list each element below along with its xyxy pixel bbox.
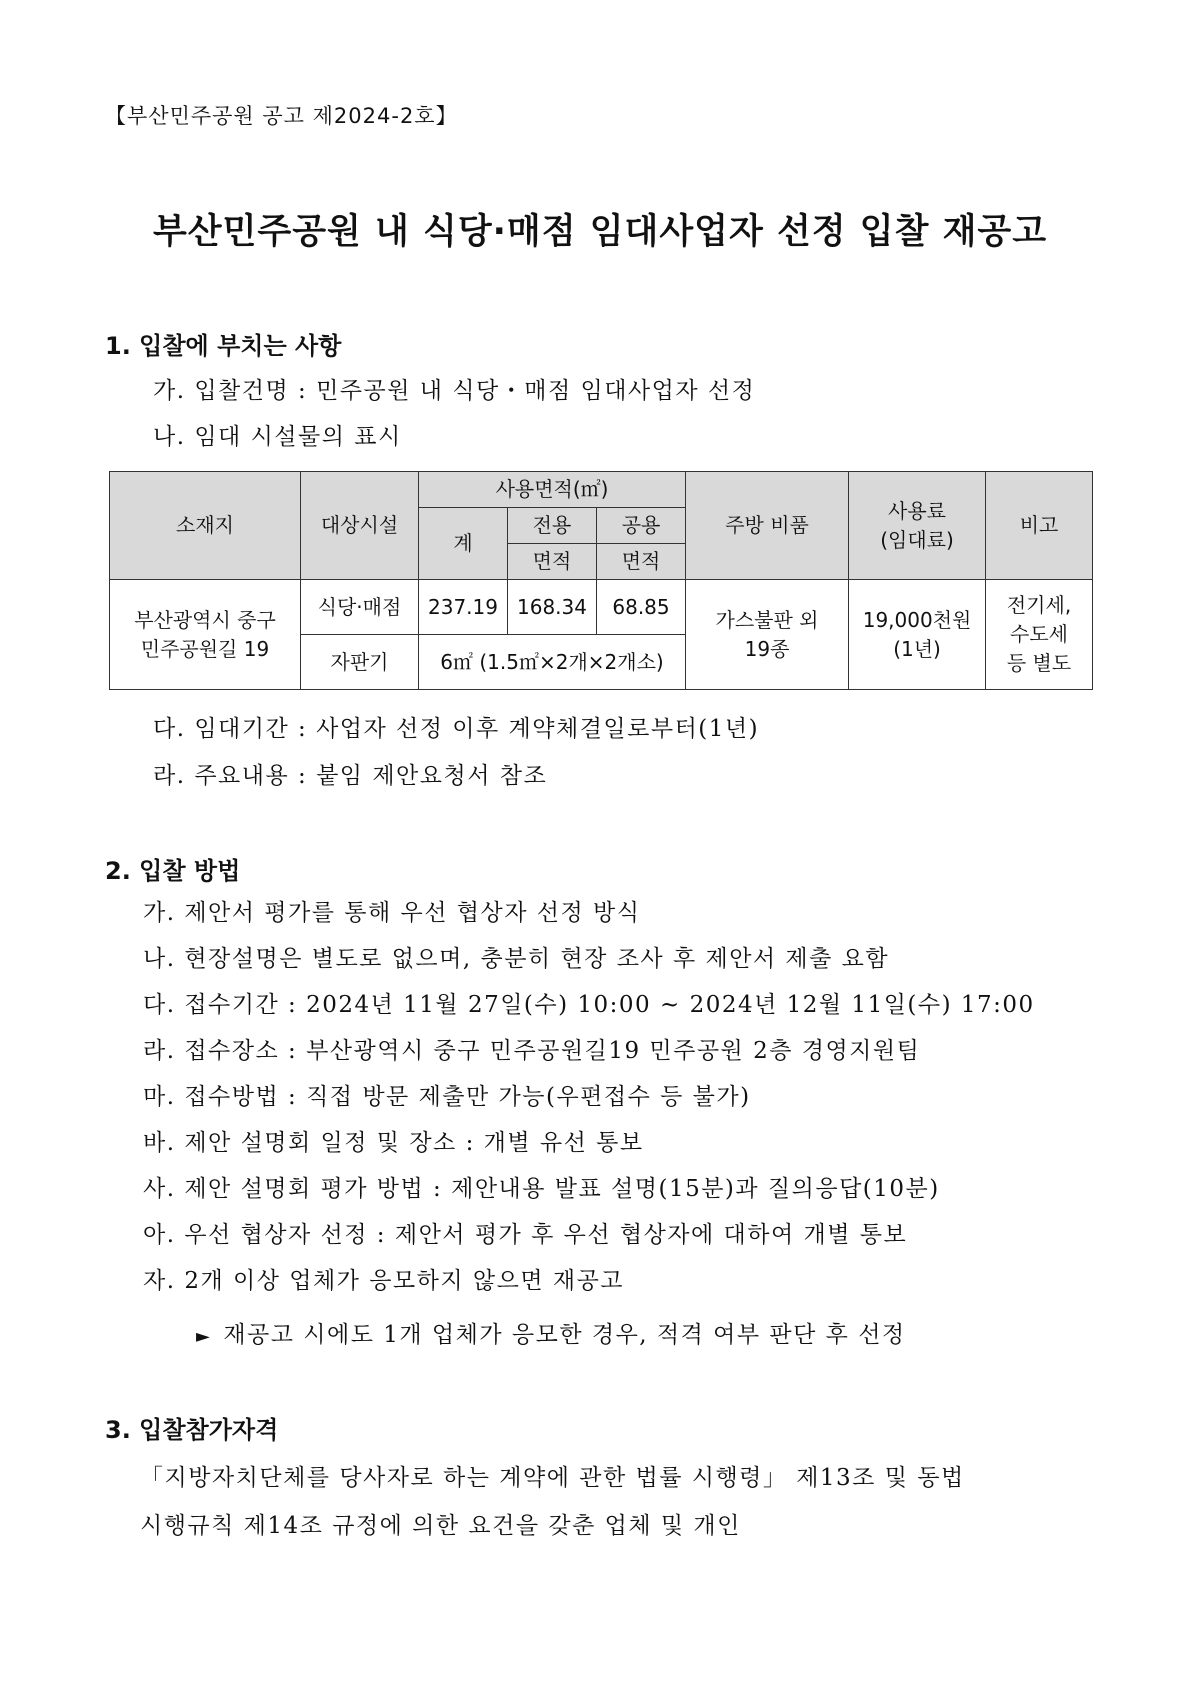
cell-note	[986, 580, 1093, 690]
section-2-item: 마. 접수방법 : 직접 방문 제출만 가능(우편접수 등 불가)	[143, 1084, 751, 1110]
header-fee	[849, 472, 986, 580]
section-2-item: 아. 우선 협상자 선정 : 제안서 평가 후 우선 협상자에 대하여 개별 통보	[143, 1222, 908, 1248]
cell-row2-facility: 자판기	[301, 635, 419, 690]
facility-table	[109, 471, 1093, 690]
fee-line-1: 19,000천원	[862, 607, 972, 632]
section-1-item-na: 나. 임대 시설물의 표시	[153, 424, 402, 450]
triangle-right-icon: ►	[196, 1326, 212, 1347]
header-area-total: 계	[419, 508, 508, 580]
notice-number: 【부산민주공원 공고 제2024-2호】	[105, 104, 458, 128]
header-fee-line-1: 사용료	[888, 498, 947, 523]
section-1-item-ga: 가. 입찰건명 : 민주공원 내 식당・매점 임대사업자 선정	[153, 378, 756, 404]
location-line-2: 민주공원길 19	[140, 636, 270, 661]
fee-line-2: (1년)	[893, 636, 941, 661]
cell-row1-exclusive: 168.34	[508, 580, 597, 635]
cell-row1-total: 237.19	[419, 580, 508, 635]
cell-location	[110, 580, 301, 690]
header-note: 비고	[986, 472, 1093, 580]
header-location: 소재지	[110, 472, 301, 580]
section-1-item-ra: 라. 주요내용 : 붙임 제안요청서 참조	[153, 763, 548, 789]
cell-kitchen	[686, 580, 849, 690]
section-2-sub-note	[196, 1316, 906, 1349]
section-2-heading: 2. 입찰 방법	[105, 857, 241, 885]
header-kitchen: 주방 비품	[686, 472, 849, 580]
header-area-exclusive-2: 면적	[508, 544, 597, 580]
section-2-item: 사. 제안 설명회 평가 방법 : 제안내용 발표 설명(15분)과 질의응답(10분)	[143, 1176, 940, 1202]
section-3-line-1: 「지방자치단체를 당사자로 하는 계약에 관한 법률 시행령」 제13조 및 동법	[140, 1465, 965, 1491]
note-line-2: 수도세	[1010, 622, 1069, 646]
sub-note-text: 재공고 시에도 1개 업체가 응모한 경우, 적격 여부 판단 후 선정	[223, 1322, 906, 1348]
section-3-heading: 3. 입찰참가자격	[105, 1416, 279, 1444]
section-2-item: 바. 제안 설명회 일정 및 장소 : 개별 유선 통보	[143, 1130, 644, 1156]
header-area-common-1: 공용	[597, 508, 686, 544]
section-1-item-da: 다. 임대기간 : 사업자 선정 이후 계약체결일로부터(1년)	[153, 716, 760, 742]
kitchen-line-2: 19종	[744, 636, 790, 661]
cell-row1-common: 68.85	[597, 580, 686, 635]
cell-row2-area: 6㎡ (1.5㎡×2개×2개소)	[419, 635, 686, 690]
section-3-line-2: 시행규칙 제14조 규정에 의한 요건을 갖춘 업체 및 개인	[140, 1513, 741, 1539]
location-line-1: 부산광역시 중구	[134, 607, 276, 632]
section-1-heading: 1. 입찰에 부치는 사항	[105, 332, 342, 360]
cell-row1-facility: 식당·매점	[301, 580, 419, 635]
document-title: 부산민주공원 내 식당·매점 임대사업자 선정 입찰 재공고	[152, 212, 1048, 252]
header-fee-line-2: (임대료)	[880, 527, 954, 552]
section-2-item: 자. 2개 이상 업체가 응모하지 않으면 재공고	[143, 1268, 625, 1294]
note-line-3: 등 별도	[1006, 651, 1072, 675]
header-facility: 대상시설	[301, 472, 419, 580]
note-line-1: 전기세,	[1006, 593, 1072, 617]
cell-fee	[849, 580, 986, 690]
section-2-item: 나. 현장설명은 별도로 없으며, 충분히 현장 조사 후 제안서 제출 요함	[143, 946, 890, 972]
header-area-exclusive-1: 전용	[508, 508, 597, 544]
section-2-item: 다. 접수기간 : 2024년 11월 27일(수) 10:00 ~ 2024년 12월 11일(수) 17:00	[143, 992, 1035, 1018]
kitchen-line-1: 가스불판 외	[715, 607, 819, 632]
section-2-item: 가. 제안서 평가를 통해 우선 협상자 선정 방식	[143, 900, 641, 926]
header-area-group: 사용면적(㎡)	[419, 472, 686, 508]
header-area-common-2: 면적	[597, 544, 686, 580]
section-2-item: 라. 접수장소 : 부산광역시 중구 민주공원길19 민주공원 2층 경영지원팀	[143, 1038, 921, 1064]
